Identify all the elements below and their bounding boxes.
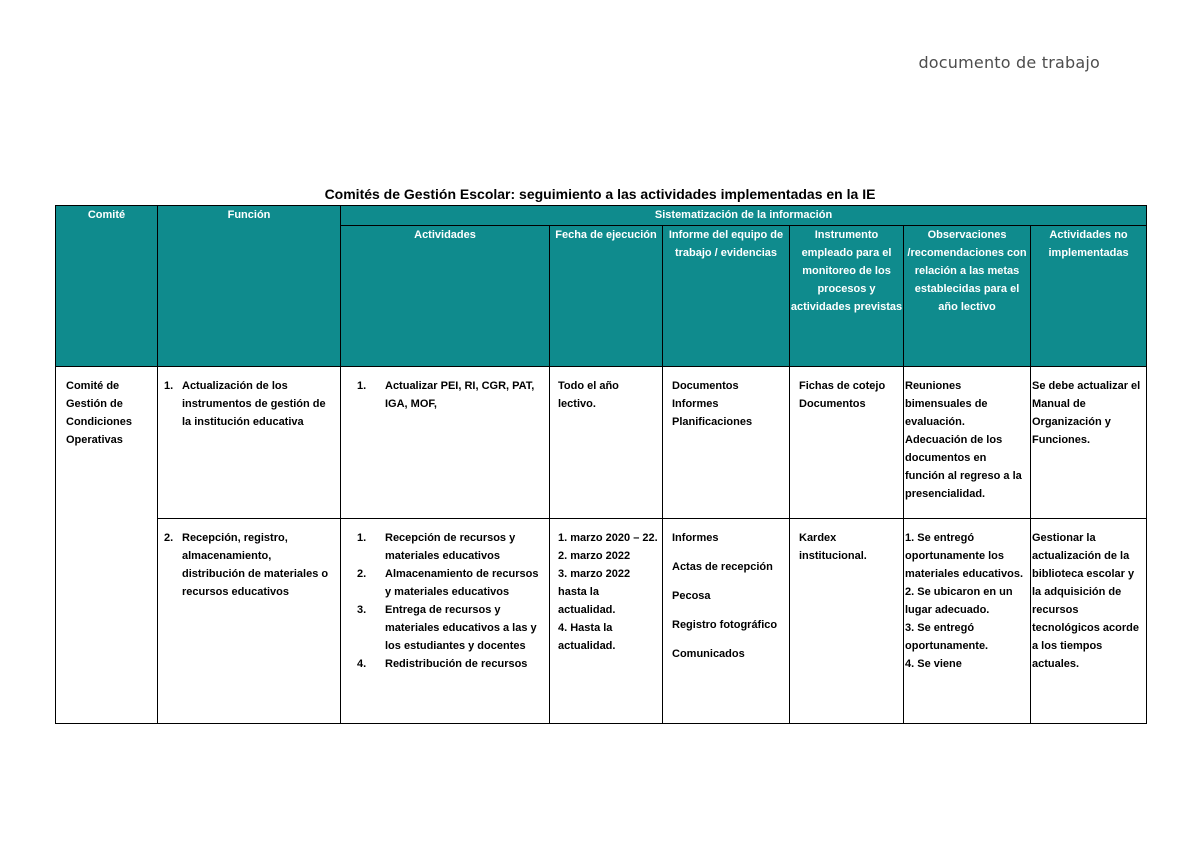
header-no-implementadas: Actividades no implementadas — [1031, 226, 1147, 367]
informe-line: Documentos — [672, 380, 739, 392]
funcion-number: 2. — [164, 532, 174, 544]
list-item — [341, 529, 545, 565]
cell-fecha — [550, 519, 663, 724]
header-comite: Comité — [56, 206, 158, 367]
header-informe: Informe del equipo de trabajo / evidencias — [663, 226, 790, 367]
header-observaciones: Observaciones /recomendaciones con relación a las metas establecidas para el año lectivo — [904, 226, 1031, 367]
header-instrumento: Instrumento empleado para el monitoreo de los procesos y actividades previstas — [790, 226, 904, 367]
tracking-table — [55, 205, 1147, 724]
cell-observaciones — [904, 519, 1031, 724]
table-row — [56, 519, 1147, 724]
tracking-table-container — [55, 205, 1146, 725]
funcion-text: Recepción, registro, almacenamiento, distribución de materiales o recursos educativos — [182, 532, 329, 598]
informe-line: Comunicados — [672, 648, 745, 660]
informe-line: Actas de recepción — [672, 561, 773, 573]
instrumento-line: Documentos — [799, 398, 866, 410]
cell-comite — [56, 367, 158, 724]
activity-text: Entrega de recursos y materiales educativos a las y los estudiantes y docentes — [385, 604, 537, 652]
informe-line: Informes — [672, 532, 719, 544]
cell-informe — [663, 519, 790, 724]
list-item — [341, 655, 545, 673]
cell-informe — [663, 367, 790, 519]
informe-line: Registro fotográfico — [672, 619, 778, 631]
instrumento-line: Kardex institucional. — [799, 532, 867, 562]
cell-actividades — [341, 367, 550, 519]
informe-line: Informes — [672, 398, 719, 410]
table-row — [56, 367, 1147, 519]
activity-text: Redistribución de recursos — [385, 658, 528, 670]
page-title: Comités de Gestión Escolar: seguimiento a las actividades implementadas en la IE — [324, 186, 876, 202]
funcion-text: Actualización de los instrumentos de gestión de la institución educativa — [182, 380, 326, 428]
header-funcion: Función — [158, 206, 341, 367]
activity-number: 3. — [357, 604, 367, 616]
fecha-line: 3. marzo 2022 hasta la actualidad. — [558, 568, 631, 616]
fecha-line: 1. marzo 2020 – 22. — [558, 532, 658, 544]
fecha-line: 4. Hasta la actualidad. — [558, 622, 616, 652]
cell-instrumento — [790, 367, 904, 519]
observacion-line: Adecuación de los documentos en función al regreso a la presencialidad. — [905, 434, 1022, 500]
activity-text: Recepción de recursos y materiales educativos — [385, 532, 516, 562]
list-item — [341, 565, 545, 601]
activity-number: 1. — [357, 532, 367, 544]
funcion-number: 1. — [164, 380, 174, 392]
list-item — [341, 377, 545, 413]
no-implementadas-text: Gestionar la actualización de la biblioteca escolar y la adquisición de recursos tecnológicos acorde a los tiempos actuales. — [1032, 532, 1139, 670]
no-implementadas-text: Se debe actualizar el Manual de Organización y Funciones. — [1032, 380, 1141, 446]
cell-no-implementadas — [1031, 519, 1147, 724]
observacion-line: 4. Se viene — [905, 658, 962, 670]
activity-number: 2. — [357, 568, 367, 580]
document-watermark: documento de trabajo — [918, 53, 1100, 72]
cell-actividades — [341, 519, 550, 724]
header-sistematizacion: Sistematización de la información — [341, 206, 1147, 226]
fecha-line: 2. marzo 2022 — [558, 550, 631, 562]
observacion-line: 1. Se entregó oportunamente los materiales educativos. — [905, 532, 1024, 580]
cell-funcion — [158, 367, 341, 519]
activity-number: 4. — [357, 658, 367, 670]
header-fecha: Fecha de ejecución — [550, 226, 663, 367]
cell-fecha — [550, 367, 663, 519]
fecha-line: Todo el año lectivo. — [558, 380, 619, 410]
cell-no-implementadas — [1031, 367, 1147, 519]
observacion-line: 2. Se ubicaron en un lugar adecuado. — [905, 586, 1013, 616]
cell-instrumento — [790, 519, 904, 724]
comite-text: Comité de Gestión de Condiciones Operativas — [66, 380, 133, 446]
activity-text: Actualizar PEI, RI, CGR, PAT, IGA, MOF, — [385, 380, 535, 410]
informe-line: Pecosa — [672, 590, 711, 602]
informe-line: Planificaciones — [672, 416, 753, 428]
cell-funcion — [158, 519, 341, 724]
observacion-line: 3. Se entregó oportunamente. — [905, 622, 989, 652]
header-actividades: Actividades — [341, 226, 550, 367]
header-row-group — [56, 206, 1147, 226]
activity-number: 1. — [357, 380, 367, 392]
observacion-line: Reuniones bimensuales de evaluación. — [905, 380, 988, 428]
list-item — [341, 601, 545, 655]
cell-observaciones — [904, 367, 1031, 519]
instrumento-line: Fichas de cotejo — [799, 380, 886, 392]
activity-text: Almacenamiento de recursos y materiales educativos — [385, 568, 539, 598]
